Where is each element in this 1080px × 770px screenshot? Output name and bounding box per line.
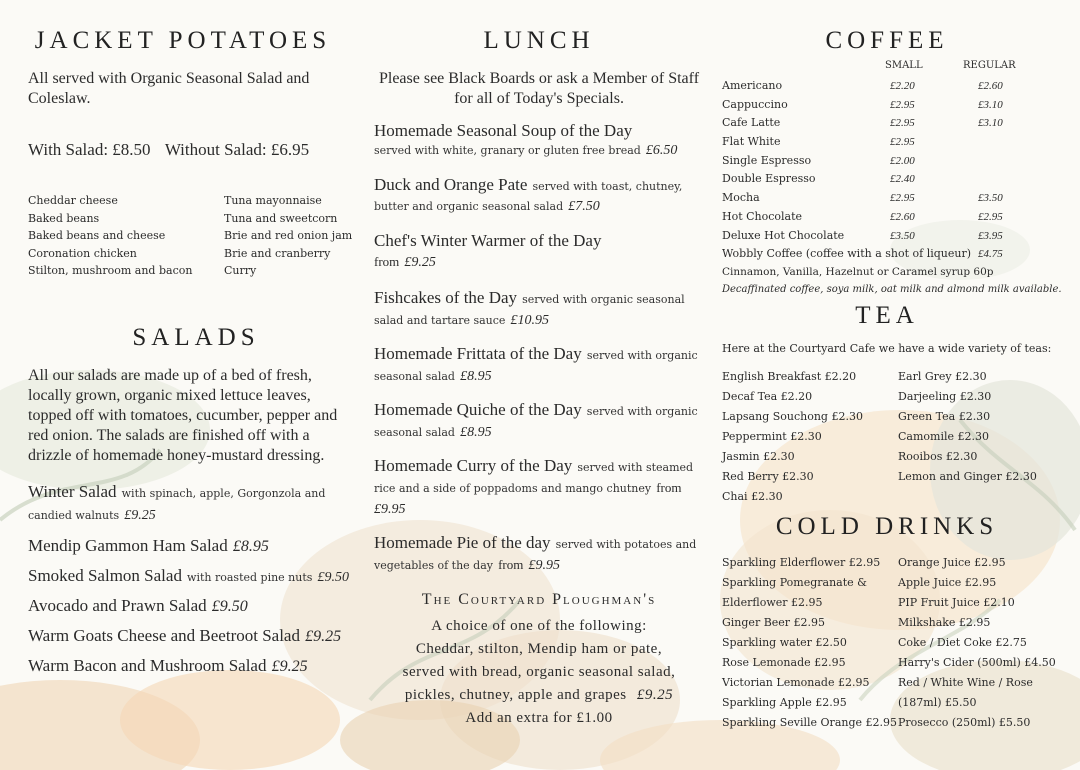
jacket-potatoes-heading: JACKET POTATOES [34,27,332,54]
lunch-item [374,456,704,519]
cold-left-list [722,553,898,733]
coffee-name: Double Espresso [722,172,816,186]
lunch-item-desc: served with potatoes and vegetables of the day [374,538,697,572]
salad-price: £9.25 [271,657,308,675]
ploughman-line: served with bread, organic seasonal salad, [402,664,676,680]
jacket-intro: All served with Organic Seasonal Salad and Coleslaw. [28,70,310,107]
lunch-item-price: £9.95 [374,502,406,517]
salad-name: Warm Goats Cheese and Beetroot Salad [28,625,300,645]
tea-item: Camomile £2.30 [898,429,989,443]
coffee-name: Single Espresso [722,153,812,167]
wobbly-price: £4.75 [978,248,1003,261]
coffee-small-price: £2.40 [890,173,915,186]
lunch-item-price: £8.95 [460,425,492,440]
lunch-item-desc: served with toast, chutney, butter and organic seasonal salad [374,180,683,213]
lunch-item [374,344,704,386]
tea-list [722,367,1062,507]
salad-price: £9.50 [317,569,350,585]
coffee-row [722,96,1062,115]
cold-item: Harry's Cider (500ml) £4.50 [898,655,1056,669]
lunch-item-name: Chef's Winter Warmer of the Day [374,231,602,250]
cold-item: Prosecco (250ml) £5.50 [898,715,1031,729]
column-middle [374,0,704,730]
lunch-item-price: £10.95 [510,313,550,328]
cold-item: Red / White Wine / Rose [898,675,1033,689]
coffee-heading: COFFEE [825,27,949,54]
fillings-left-list [28,192,224,280]
lunch-item-desc: served with white, granary or gluten free bread [374,144,641,157]
coffee-rows [722,77,1062,245]
ploughman-line [374,684,704,707]
coffee-name: Deluxe Hot Chocolate [722,228,845,242]
coffee-small-price: £2.95 [890,136,915,149]
column-left [28,0,358,676]
coffee-regular-price: £3.10 [978,117,1003,130]
coffee-row [722,133,1062,152]
salad-desc: with roasted pine nuts [187,570,313,584]
coffee-table [722,60,1062,298]
filling-item: Coronation chicken [28,246,137,260]
lunch-item-name: Homemade Seasonal Soup of the Day [374,121,633,140]
coffee-row [722,208,1062,227]
lunch-item-desc: served with organic seasonal salad [374,405,698,439]
cold-right-list [898,553,1056,733]
coffee-col-small: SMALL [885,60,923,71]
cold-item: Ginger Beer £2.95 [722,615,826,629]
coffee-name: Cafe Latte [722,116,781,130]
cold-item: Rose Lemonade £2.95 [722,655,846,669]
salad-price: £9.50 [211,597,248,615]
cold-drinks-list [722,553,1062,733]
lunch-item-name: Homemade Curry of the Day [374,456,573,475]
lunch-item-desc: served with organic seasonal salad [374,349,698,383]
tea-item: Lapsang Souchong £2.30 [722,409,863,423]
lunch-item-desc: from [374,254,400,269]
lunch-item-name: Homemade Quiche of the Day [374,400,582,419]
coffee-col-regular: REGULAR [963,60,1016,71]
coffee-name: Flat White [722,135,781,149]
salad-list [28,482,358,676]
coffee-name: Americano [722,79,783,92]
ploughman-line: Cheddar, stilton, Mendip ham or pate, [415,641,663,657]
fillings-right-list [224,192,352,280]
cold-drinks-heading: COLD DRINKS [775,512,999,540]
jacket-fillings [28,192,358,280]
jacket-prices [28,140,358,160]
coffee-small-price: £2.95 [890,117,915,130]
coffee-row [722,77,1062,96]
lunch-item [374,288,704,330]
salads-heading: SALADS [132,323,260,351]
salad-item [28,596,358,616]
tea-intro: Here at the Courtyard Cafe we have a wide variety of teas: [722,341,1052,355]
filling-item: Tuna mayonnaise [224,194,322,207]
salad-item [28,536,358,556]
coffee-small-price: £2.60 [890,210,915,223]
tea-left-list [722,367,898,507]
coffee-small-price: £2.95 [890,98,915,111]
lunch-item-desc: served with steamed rice and a side of poppadoms and mango chutney [374,461,694,495]
with-salad-price: With Salad: £8.50 [28,140,151,159]
coffee-row [722,189,1062,208]
salads-intro: All our salads are made up of a bed of fresh, locally grown, organic mixed lettuce leaves, topped off with tomatoes, cucumber, pepper and red onion. The salads are finished off with a drizzle of homemade honey-mustard dressing. [28,366,338,464]
wobbly-row [722,245,1062,264]
lunch-item [374,122,704,160]
salad-price: £9.25 [124,507,156,523]
salad-name: Avocado and Prawn Salad [28,595,207,615]
tea-item: Earl Grey £2.30 [898,369,987,383]
coffee-regular-price: £3.95 [978,229,1003,242]
salad-item [28,656,358,676]
lunch-intro: Please see Black Boards or ask a Member of Staff for all of Today's Specials. [378,70,700,107]
salad-item [28,626,358,646]
lunch-item [374,231,704,273]
coffee-small-price: £2.20 [890,80,915,92]
cold-item: Apple Juice £2.95 [898,575,997,589]
lunch-item-price: £6.50 [645,143,678,158]
salad-name: Smoked Salmon Salad [28,565,182,585]
tea-item: Red Berry £2.30 [722,469,814,483]
coffee-name: Hot Chocolate [722,209,803,223]
coffee-header-row [722,60,1062,77]
tea-item: Green Tea £2.30 [898,409,991,423]
lunch-list [374,122,704,575]
cold-item: Sparkling Elderflower £2.95 [722,555,881,569]
coffee-row [722,114,1062,133]
filling-item: Brie and red onion jam [224,229,353,242]
coffee-row [722,227,1062,246]
coffee-row [722,152,1062,171]
lunch-item [374,400,704,442]
lunch-item-name: Homemade Frittata of the Day [374,344,582,363]
filling-item: Brie and cranberry [224,246,331,260]
tea-item: Peppermint £2.30 [722,429,822,443]
ploughman-desc [374,615,704,730]
salad-price: £9.25 [305,627,342,645]
lunch-item-price: £8.95 [460,369,492,384]
lunch-item-price: £9.95 [528,558,560,573]
salad-name: Mendip Gammon Ham Salad [28,535,228,555]
salad-desc: with spinach, apple, Gorgonzola and candied walnuts [28,486,326,522]
cold-item: Sparkling Apple £2.95 [722,695,847,709]
lunch-item-price-prefix: from [656,480,682,495]
tea-item: Decaf Tea £2.20 [722,389,813,403]
lunch-heading: LUNCH [483,27,595,54]
coffee-regular-price: £3.50 [978,192,1003,205]
ploughman-title: The Courtyard Ploughman's [421,591,657,608]
wobbly-name: Wobbly Coffee (coffee with a shot of liqueur) [722,247,972,261]
filling-item: Baked beans [28,211,100,225]
cold-item: (187ml) £5.50 [898,695,977,709]
filling-item: Baked beans and cheese [28,229,166,242]
spacer [722,60,885,77]
cold-item: PIP Fruit Juice £2.10 [898,595,1015,609]
salad-name: Winter Salad [28,481,117,501]
lunch-item-name: Duck and Orange Pate [374,175,528,194]
filling-item: Curry [224,264,257,277]
salad-name: Warm Bacon and Mushroom Salad [28,655,267,675]
lunch-item-name: Homemade Pie of the day [374,533,551,552]
coffee-regular-price: £2.60 [978,80,1003,92]
tea-right-list [898,367,1037,507]
ploughman-line-text: pickles, chutney, apple and grapes [404,687,627,703]
filling-item: Tuna and sweetcorn [224,211,338,225]
coffee-small-price: £2.95 [890,192,915,205]
tea-item: English Breakfast £2.20 [722,369,857,383]
salad-item [28,566,358,586]
lunch-item-desc: served with organic seasonal salad and tartare sauce [374,293,685,327]
ploughman-line: A choice of one of the following: [431,618,647,634]
syrup-note: Cinnamon, Vanilla, Hazelnut or Caramel syrup 60p [722,265,994,278]
ploughman-extra: Add an extra for £1.00 [465,710,613,726]
filling-item: Stilton, mushroom and bacon [28,264,193,277]
ploughman-price: £9.25 [636,687,674,703]
column-right [722,0,1062,733]
cold-item: Victorian Lemonade £2.95 [722,675,870,689]
cold-item: Sparkling Pomegranate & [722,575,867,589]
coffee-name: Mocha [722,191,760,205]
salad-item [28,482,358,526]
tea-item: Jasmin £2.30 [722,449,795,463]
tea-item: Darjeeling £2.30 [898,389,992,403]
coffee-name: Cappuccino [722,97,788,111]
cold-item: Milkshake £2.95 [898,615,991,629]
tea-heading: TEA [855,301,919,329]
cold-item: Sparkling Seville Orange £2.95 [722,715,897,729]
lunch-item [374,176,704,216]
cold-item: Orange Juice £2.95 [898,555,1006,569]
coffee-regular-price: £3.10 [978,98,1003,111]
lunch-item-name: Fishcakes of the Day [374,288,518,307]
coffee-row [722,170,1062,189]
tea-item: Lemon and Ginger £2.30 [898,469,1037,483]
lunch-item [374,533,704,575]
tea-item: Chai £2.30 [722,489,783,503]
salad-price: £8.95 [232,537,269,555]
lunch-item-price: £7.50 [568,199,600,214]
lunch-item-price-prefix: from [498,557,524,572]
decaf-note: Decaffinated coffee, soya milk, oat milk and almond milk available. [722,283,1062,295]
filling-item: Cheddar cheese [28,194,118,207]
cold-item: Sparkling water £2.50 [722,635,847,649]
coffee-small-price: £2.00 [890,154,915,167]
cold-item: Coke / Diet Coke £2.75 [898,635,1027,649]
cold-item: Elderflower £2.95 [722,595,823,609]
coffee-small-price: £3.50 [890,229,915,242]
coffee-regular-price: £2.95 [978,210,1003,223]
lunch-item-price: £9.25 [404,255,436,270]
without-salad-price: Without Salad: £6.95 [164,140,310,159]
tea-item: Rooibos £2.30 [898,449,978,463]
